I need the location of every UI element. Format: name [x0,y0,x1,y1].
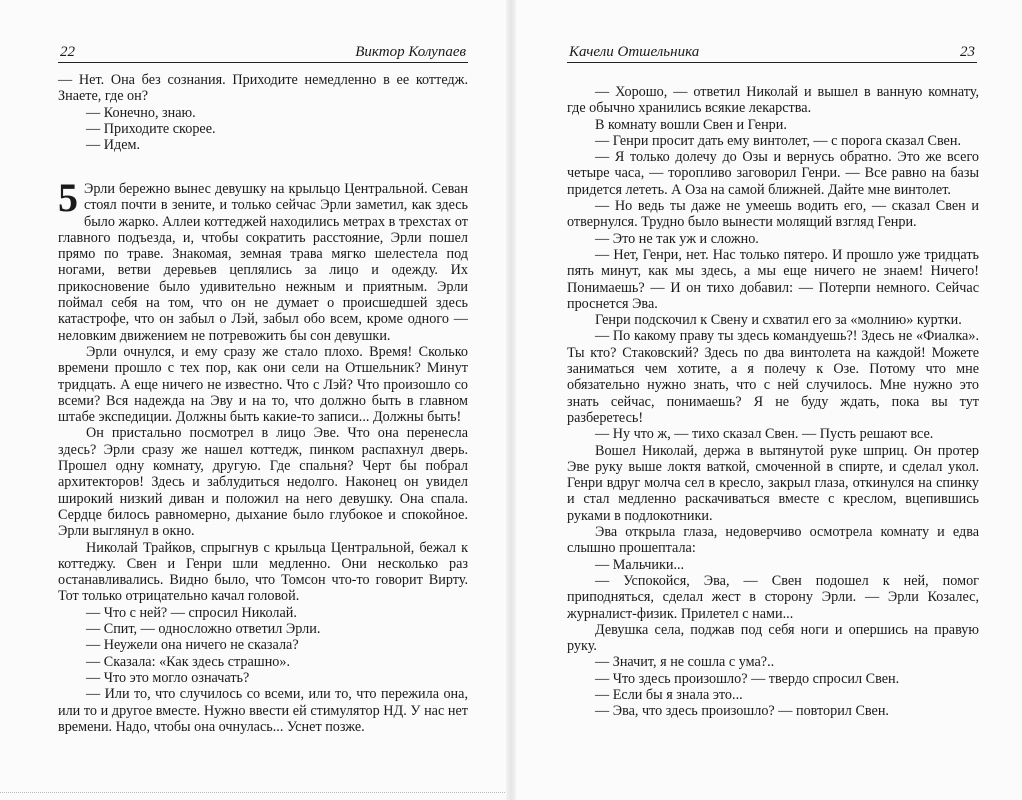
chapter-5-text [58,175,468,735]
paragraph: В комнату вошли Свен и Генри. [595,116,787,133]
paragraph: — Хорошо, — ответил Николай и вышел в ванную комнату, где обычно хранились всякие лекарства. [567,84,979,117]
running-header-left [58,40,468,63]
scan-artifact [0,792,511,797]
paragraph: Генри подскочил к Свену и схватил его за «молнию» куртки. [595,312,962,329]
paragraph: — Идем. [86,137,141,154]
paragraph: — По какому праву ты здесь командуешь?! Здесь не «Фиалка». Ты кто? Стаковский? Здесь по два винтолета на каждой! Можете заниматься чем хотите, а я полечу к Озе. Потому что мне обязательно нужно знать, что с ней случилось. Мне нужно это знать сейчас, понимаешь? Я не буду ждать, пока вы тут разберетесь! [567,328,979,426]
paragraph: — Что с ней? — спросил Николай. [86,604,297,621]
paragraph: — Я только долечу до Озы и вернусь обратно. Это же всего четыре часа, — торопливо заговорил Генри. — Все равно на базы придется лететь. А Оза на самой ближней. Дайте мне винтолет. [567,149,979,198]
page-number-right: 23 [960,44,975,60]
paragraph: — Но ведь ты даже не умеешь водить его, — сказал Свен и отвернулся. Трудно было вынести молящий взгляд Генри. [567,198,979,231]
paragraph: — Неужели она ничего не сказала? [86,637,299,654]
paragraph: — Ну что ж, — тихо сказал Свен. — Пусть решают все. [595,426,934,443]
paragraph: — Значит, я не сошла с ума?.. [595,654,775,671]
paragraph: Эрли очнулся, и ему сразу же стало плохо. Время! Сколько времени прошло с тех пор, как они сели на Отшельник? Минут тридцать. А еще ничего не известно. Что с Лэй? Что произошло со всеми? Вся надежда на Эву и на то, что должно быть в главном штабе экспедиции. Должны быть какие-то записи... Должны быть! [58,343,468,426]
paragraph: — Генри просит дать ему винтолет, — с порога сказал Свен. [595,132,961,149]
paragraph: — Конечно, знаю. [86,104,196,121]
chapter-number-dropcap: 5 [58,175,78,220]
page-number-left: 22 [60,44,75,60]
paragraph-text: Эрли бережно вынес девушку на крыльцо Центральной. Севан стоял почти в зените, и только сейчас Эрли заметил, как здесь было жарко. Аллеи коттеджей находились метрах в трехстах от главного подъезда, и, чтобы сократить расстояние, Эрли пошел прямо по траве. Знакомая, земная трава мягко шелестела под ногами, ветви деревьев цеплялись за лицо и одежду. Их прикосновение было удивительно нежным и приятным. Эрли поймал себя на том, что он не думает о происшедшей здесь катастрофе, что он забыл о Лэй, забыл обо всем, кроме одного — неловким движением не потревожить бы сон девушки. [58,181,468,344]
chapter-opening-paragraph [58,175,468,344]
text-block-top-left [58,72,468,153]
text-block-right [567,84,979,720]
paragraph: Николай Трайков, спрыгнув с крыльца Центральной, бежал к коттеджу. Свен и Генри шли медленно. Они несколько раз останавливались. Видно было, что Томсон что-то говорит Вирту. Тот только отрицательно качал головой. [58,539,468,605]
paragraph: Девушка села, поджав под себя ноги и опершись на правую руку. [567,621,979,655]
paragraph: — Нет, Генри, нет. Нас только пятеро. И прошло уже тридцать пять минут, как мы здесь, а мы еще ничего не знаем! Ничего! Понимаешь? — И он тихо добавил: — Потерпи немного. Сейчас проснется Эва. [567,246,979,312]
paragraph: — Нет. Она без сознания. Приходите немедленно в ее коттедж. Знаете, где он? [58,72,468,105]
paragraph: — Что здесь произошло? — твердо спросил Свен. [595,670,900,687]
paragraph: — Или то, что случилось со всеми, или то, что пережила она, или то и другое вместе. Нужно ввести ей стимулятор НД. У нас нет времени. Надо, чтобы она очнулась... Уснет позже. [58,686,468,735]
paragraph: — Если бы я знала это... [595,686,743,703]
paragraph: — Это не так уж и сложно. [595,230,759,247]
paragraph: — Спит, — односложно ответил Эрли. [86,621,321,638]
paragraph: — Приходите скорее. [86,120,216,137]
paragraph: Он пристально посмотрел в лицо Эве. Что она перенесла здесь? Эрли сразу же нашел коттедж, пинком распахнул дверь. Прошел одну комнату, другую. Где спальня? Черт бы побрал архитекторов! Здесь и заблудиться недолго. Наконец он увидел широкий низкий диван и положил на него девушку. Она спала. Сердце билось равномерно, дыхание было глубокое и спокойное. Эрли выглянул в окно. [58,425,468,540]
paragraph: — Успокойся, Эва, — Свен подошел к ней, помог приподняться, сделал жест в сторону Эрли. — Эрли Козалес, журналист-физик. Прилетел с нами... [567,572,979,622]
running-head-title: Качели Отшельника [569,44,700,60]
paragraph: — Что это могло означать? [86,669,250,686]
paragraph: — Эва, что здесь произошло? — повторил Свен. [595,703,889,720]
paragraph: Вошел Николай, держа в вытянутой руке шприц. Он протер Эве руку выше локтя ваткой, смоченной в спирте, и сделал укол. Генри вдруг молча сел в кресло, закрыл глаза, откинулся на спинку и стал медленно раскачиваться вместе с креслом, вцепившись руками в подлокотники. [567,442,979,524]
running-head-author: Виктор Колупаев [355,44,466,60]
running-header-right [567,40,977,63]
paragraph: — Сказала: «Как здесь страшно». [86,653,291,670]
paragraph: — Мальчики... [595,556,685,573]
paragraph: Эва открыла глаза, недоверчиво осмотрела комнату и едва слышно прошептала: [567,524,979,557]
right-page [511,0,1022,800]
